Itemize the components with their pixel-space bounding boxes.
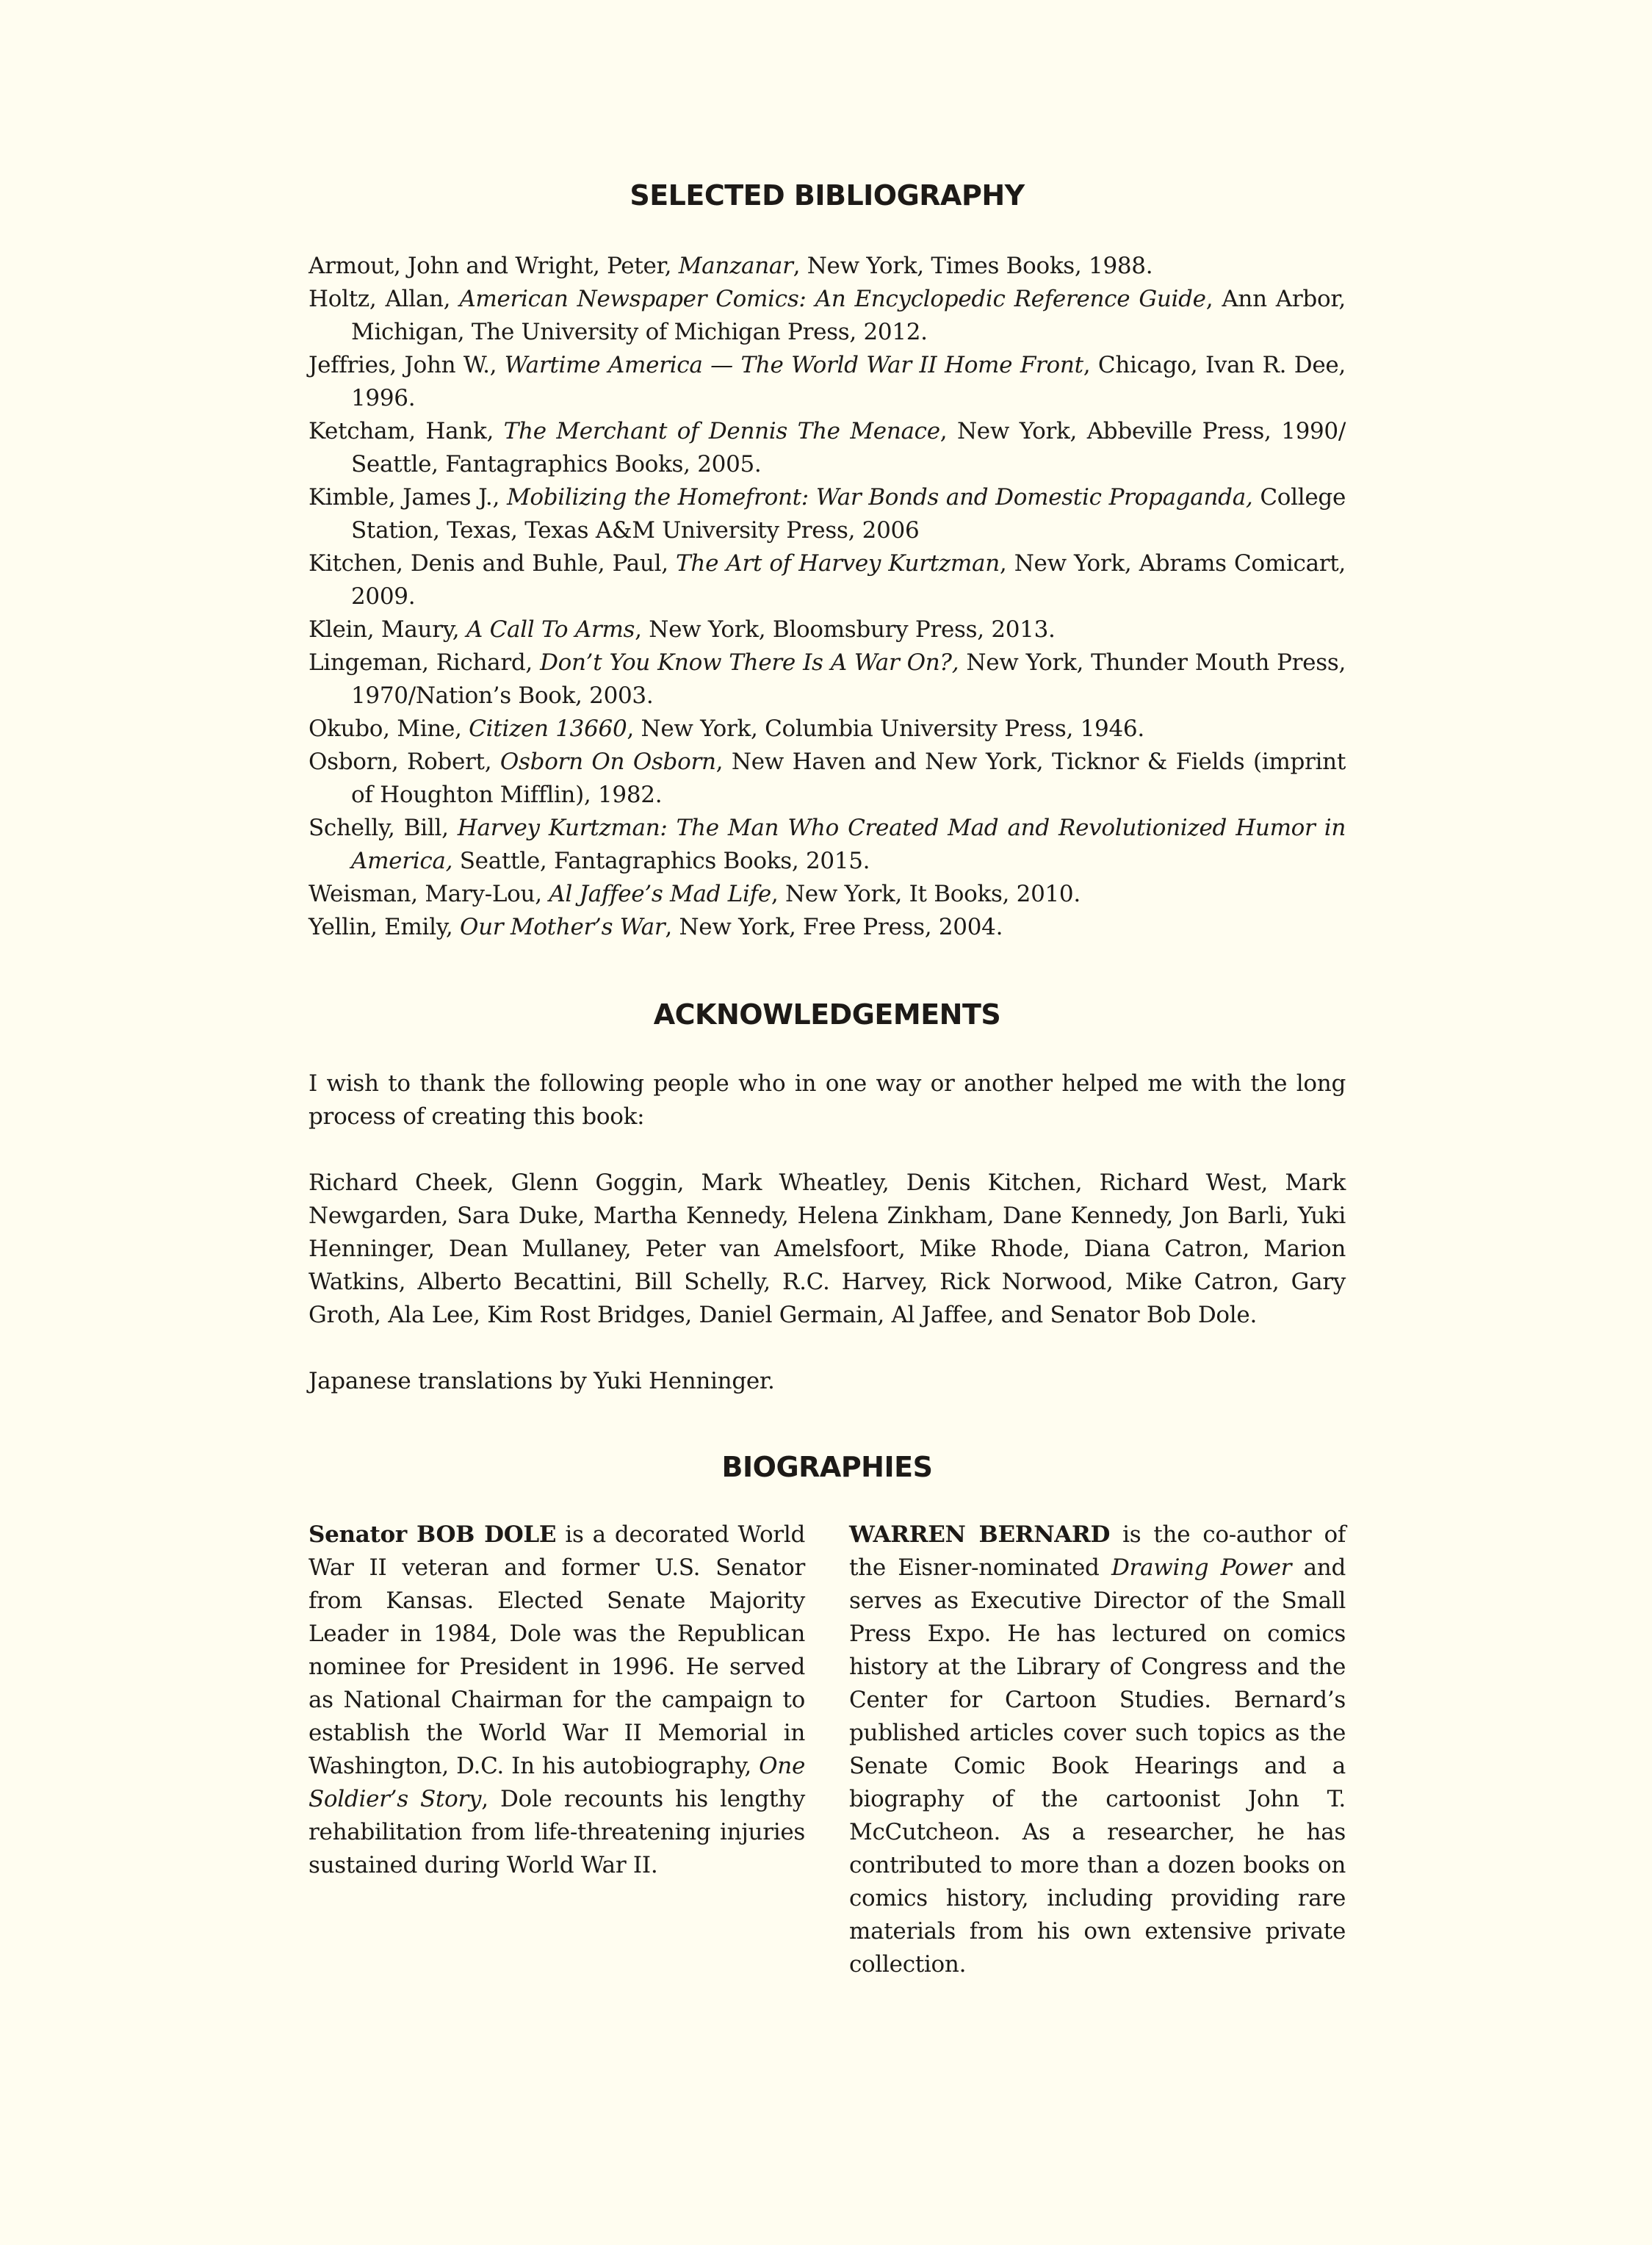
bibliography-entry: Ketcham, Hank, The Merchant of Dennis The Menace, New York, Abbeville Press, 1990/ Seattle, Fantagraphics Books, 2005. xyxy=(309,418,1346,478)
acknowledgements-translations: Japanese translations by Yuki Henninger. xyxy=(309,1368,775,1394)
acknowledgements-intro: I wish to thank the following people who in one way or another helped me with the long process of creating this book: xyxy=(309,1070,1346,1130)
biographies-columns xyxy=(309,1518,1346,1981)
bibliography-entry: Holtz, Allan, American Newspaper Comics: An Encyclopedic Reference Guide, Ann Arbor, Michigan, The University of Michigan Press, 2012. xyxy=(309,286,1346,345)
bio-book-title: Drawing Power xyxy=(1111,1554,1292,1581)
bibliography-entry: Osborn, Robert, Osborn On Osborn, New Haven and New York, Ticknor & Fields (imprint of Houghton Mifflin), 1982. xyxy=(309,749,1346,808)
bibliography-entry: Armout, John and Wright, Peter, Manzanar, New York, Times Books, 1988. xyxy=(309,253,1153,279)
bibliography-entry: Klein, Maury, A Call To Arms, New York, Bloomsbury Press, 2013. xyxy=(309,616,1056,643)
bibliography-entry: Weisman, Mary-Lou, Al Jaffee’s Mad Life, New York, It Books, 2010. xyxy=(309,881,1081,907)
biographies-heading: BIOGRAPHIES xyxy=(721,1451,933,1483)
page xyxy=(309,169,1346,1981)
bibliography-list xyxy=(309,250,1346,944)
bibliography-entry: Schelly, Bill, Harvey Kurtzman: The Man Who Created Mad and Revolutionized Humor in America, Seattle, Fantagraphics Books, 2015. xyxy=(309,815,1346,874)
biography-warren-bernard: WARREN BERNARD is the co-author of the Eisner-nominated Drawing Power and serves as Executive Director of the Small Press Expo. He has lectured on comics history at the Library of Congress and the Center for Cartoon Studies. Bernard’s published articles cover such topics as the Senate Comic Book Hearings and a biography of the cartoonist John T. McCutcheon. As a researcher, he has contributed to more than a dozen books on comics history, including providing rare materials from his own extensive private collection. xyxy=(849,1521,1346,1978)
bibliography-entry: Okubo, Mine, Citizen 13660, New York, Columbia University Press, 1946. xyxy=(309,716,1144,742)
bibliography-entry: Jeffries, John W., Wartime America — The World War II Home Front, Chicago, Ivan R. Dee, 1996. xyxy=(309,352,1346,411)
bibliography-entry: Kimble, James J., Mobilizing the Homefront: War Bonds and Domestic Propaganda, College Station, Texas, Texas A&M University Press, 2006 xyxy=(309,484,1346,544)
bio-book-title: One Soldier’s Story xyxy=(309,1753,805,1812)
acknowledgements-heading: ACKNOWLEDGEMENTS xyxy=(653,998,1001,1031)
bibliography-entry: Yellin, Emily, Our Mother’s War, New York, Free Press, 2004. xyxy=(309,914,1003,940)
biography-bob-dole: Senator BOB DOLE is a decorated World War II veteran and former U.S. Senator from Kansas. Elected Senate Majority Leader in 1984, Dole was the Republican nominee for President in 1996. He served as National Chairman for the campaign to establish the World War II Memorial in Washington, D.C. In his autobiography, One Soldier’s Story, Dole recounts his lengthy rehabilitation from life-threatening injuries sustained during World War II. xyxy=(309,1521,806,1878)
bibliography-entry: Kitchen, Denis and Buhle, Paul, The Art of Harvey Kurtzman, New York, Abrams Comicart, 2009. xyxy=(309,550,1346,610)
bibliography-heading: SELECTED BIBLIOGRAPHY xyxy=(630,179,1025,212)
acknowledgements-names: Richard Cheek, Glenn Goggin, Mark Wheatley, Denis Kitchen, Richard West, Mark Newgarden, Sara Duke, Martha Kennedy, Helena Zinkham, Dane Kennedy, Jon Barli, Yuki Henninger, Dean Mullaney, Peter van Amelsfoort, Mike Rhode, Diana Catron, Marion Watkins, Alberto Becattini, Bill Schelly, R.C. Harvey, Rick Norwood, Mike Catron, Gary Groth, Ala Lee, Kim Rost Bridges, Daniel Germain, Al Jaffee, and Senator Bob Dole. xyxy=(309,1170,1346,1328)
bio-name: Senator BOB DOLE xyxy=(309,1521,557,1548)
bio-name: WARREN BERNARD xyxy=(849,1521,1111,1548)
bibliography-entry: Lingeman, Richard, Don’t You Know There Is A War On?, New York, Thunder Mouth Press, 1970/Nation’s Book, 2003. xyxy=(309,649,1346,709)
